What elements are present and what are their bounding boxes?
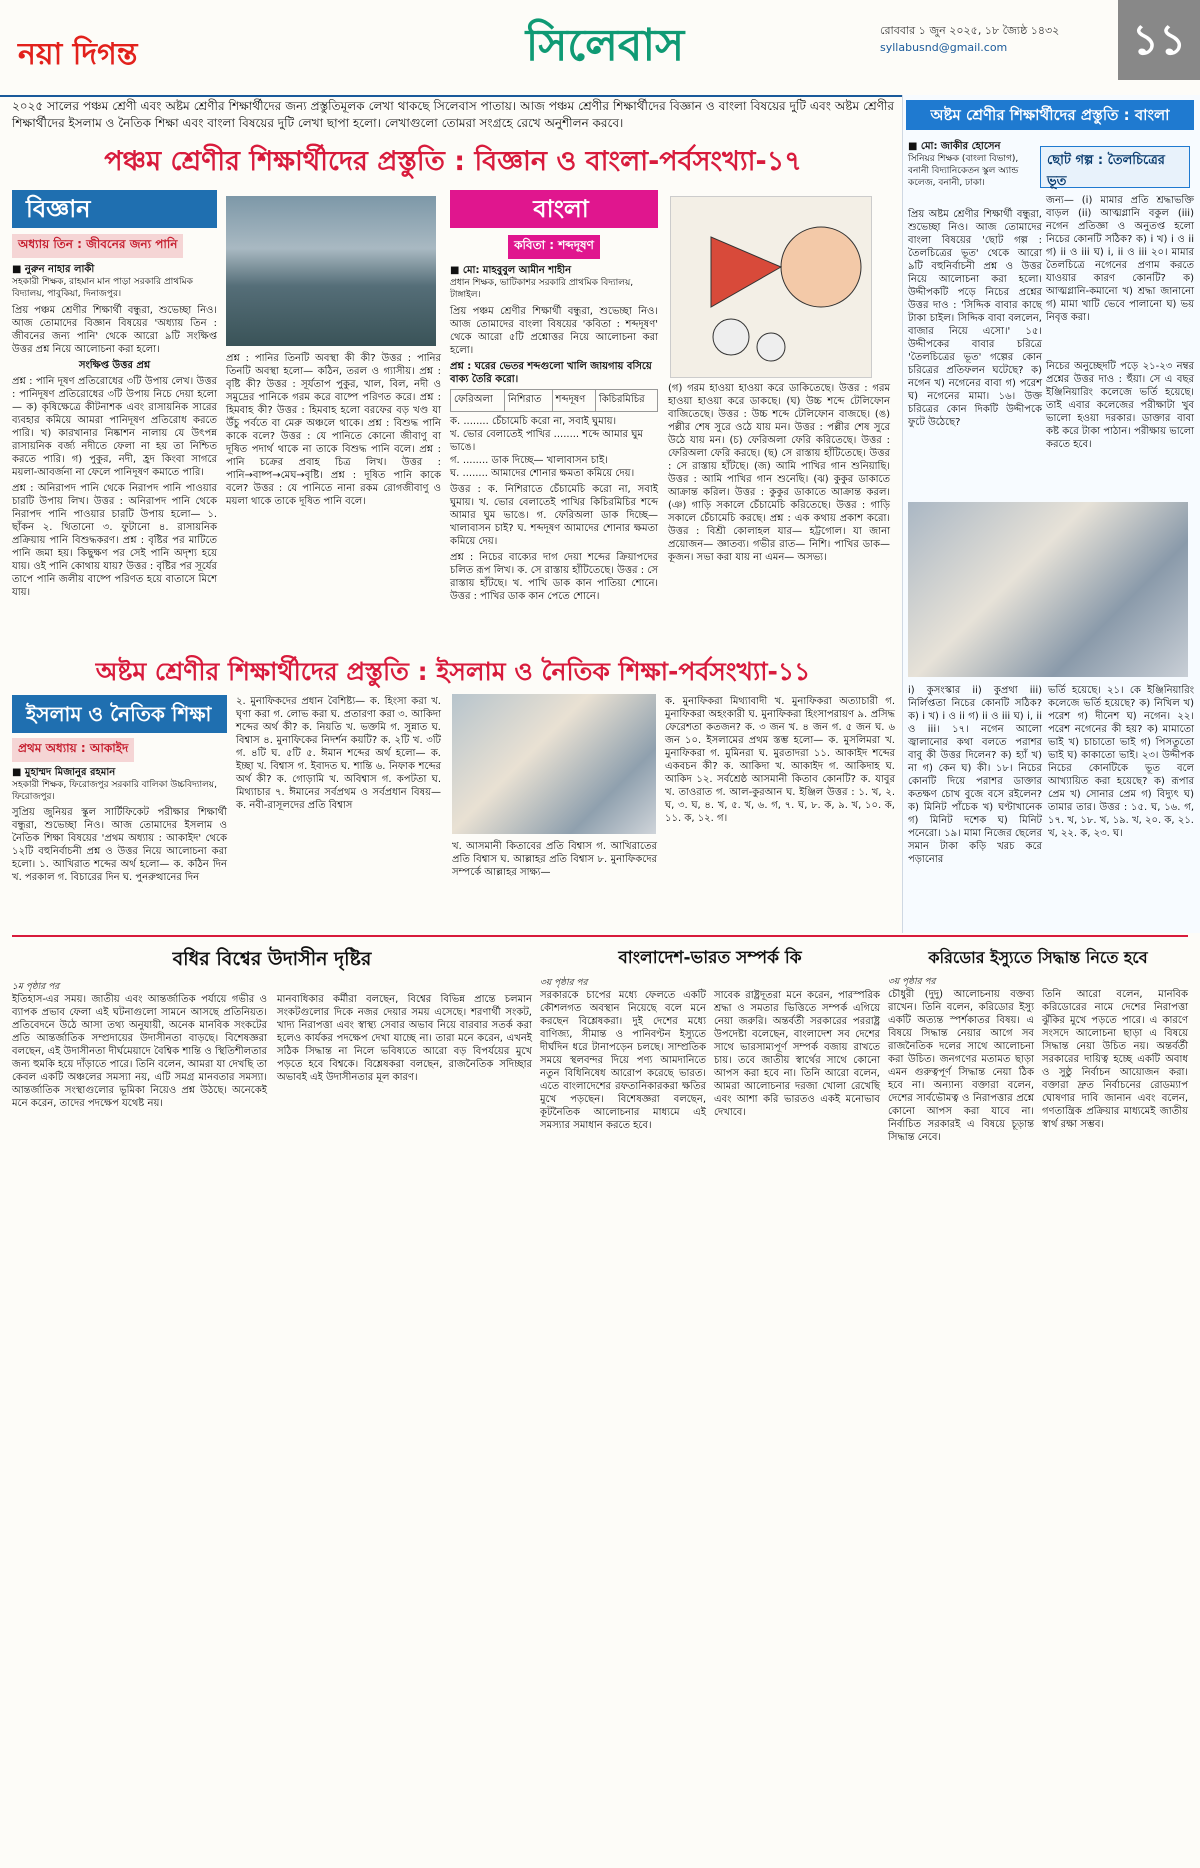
- students-photo: [452, 694, 656, 834]
- newspaper-logo[interactable]: নয়া দিগন্ত: [18, 37, 138, 72]
- islam-author-role: সহকারী শিক্ষক, ফিরোজপুর সরকারি বালিকা উচ্চবিদ্যালয়, ফিরোজপুর।: [12, 780, 217, 802]
- fill-line: ক. ........ চেঁচামেচি করো না, সবাই ঘুমায়।: [450, 416, 617, 427]
- banner-class8: অষ্টম শ্রেণীর শিক্ষার্থীদের প্রস্তুতি : ইসলাম ও নৈতিক শিক্ষা-পর্বসংখ্যা-১১: [95, 657, 811, 686]
- bangla5-answers: উত্তর : ক. নিশিরাতে চেঁচামেচি করো না, সবাই ঘুমায়। খ. ভোর বেলাতেই পাখির কিচিরমিচির শব্দে আমার ঘুম ভাঙে। গ. ফেরিঅলা ডাক দিচ্ছে— খালাবাসন চাই? ঘ. শব্দদূষণ আমাদের শোনার ক্ষমতা কমিয়ে দেয়।: [450, 484, 658, 547]
- bangla5-question-1: প্রশ্ন : ঘরের ভেতর শব্দগুলো খালি জায়গায় বসিয়ে বাক্য তৈরি করো।: [450, 361, 652, 385]
- sidebar-body-4: i) কুসংস্কার ii) কুপ্রথা iii) নির্লিপ্ততা নিচের কোনটি সঠিক? ক) i খ) i ও ii গ) ii ও iii ঘ) i, ii ও iii। ১৭। নগেন আলো জ্বালানোর কথা বলতে পরাশর বাবু কী উত্তর দিলেন? ক) হ্যাঁ খ) না গ) কেন ঘ) কী। ১৮। নিচের কোনটি দিয়ে পরাশর ডাক্তার কতক্ষণ চোখ বুজে বসে রইলেন? ক) মিনিট পাঁচেক খ) ঘণ্টাখানেক গ) মিনিট দশেক ঘ) মিনিট পনেরো। ১৯। মামা নিজের ছেলের সমান টাকা কড়ি খরচ করে পড়ানোর: [908, 685, 1042, 865]
- bangla5-col3: (গ) গরম হাওয়া হাওয়া করে ডাকিতেছে। উত্তর : গরম হাওয়া হাওয়া করে ডাকছে। (ঘ) উচ্চ শব্দে টেলিফোন বাজিতেছে। উত্তর : উচ্চ শব্দে টেলিফোন বাজছে। (ঙ) পল্লীর শেষ সুরে ওঠে যায় মন। উত্তর : পল্লীর শেষ সুরে উঠে যায় মন। (চ) ফেরিঅলা ফেরি করিতেছে। উত্তর : ফেরিঅলা ফেরি করছে। (ছ) সে রাস্তায় হাঁটিতেছে। উত্তর : সে রাস্তায় হাঁটছে। (জ) আমি পাখির গান শুনিয়াছি। উত্তর : আমি পাখির গান শুনেছি। (ঝ) কুকুর ডাকাতে আক্রান্ত করিল। উত্তর : কুকুর ডাকাতে আক্রান্ত করল। (ঞ) গাড়ি সকালে চেঁচামেচি করিতেছে। উত্তর : গাড়ি সকালে চেঁচামেচি করছে। প্রশ্ন : এক কথায় প্রকাশ করো। উত্তর : বিশ্রী কোলাহল যার— হট্টগোল। যা জানা প্রয়োজন— জ্ঞাতব্য। গভীর রাত— নিশি। পাখির ডাক— কূজন। সভা করা যায় না এমন— অসভ্য।: [668, 383, 890, 563]
- sidebar-tag: ছোট গল্প : তৈলচিত্রের ভূত: [1040, 146, 1190, 188]
- loudspeaker-icon: [671, 197, 871, 377]
- science-author-role: সহকারী শিক্ষক, রাহমান মান পাড়া সরকারি প্রাথমিক বিদ্যালয়, পাবুকিয়া, দিনাজপুর।: [12, 277, 193, 299]
- sidebar-author: ■ মো: জাকীর হোসেন: [908, 141, 1001, 152]
- sidebar-author-role: সিনিয়র শিক্ষক (বাংলা বিভাগ), বনানী বিদ্যানিকেতন স্কুল অ্যান্ড কলেজ, বনানী, ঢাকা।: [908, 154, 1019, 188]
- fill-line: ঘ. ........ আমাদের শোনার ক্ষমতা কমিয়ে দেয়।: [450, 468, 635, 479]
- news1-title[interactable]: বধির বিশ্বের উদাসীন দৃষ্টির: [172, 948, 372, 970]
- science-chapter: অধ্যায় তিন : জীবনের জন্য পানি: [12, 234, 183, 258]
- sidebar-body: প্রিয় অষ্টম শ্রেণীর শিক্ষার্থী বন্ধুরা, শুভেচ্ছা নিও। আজ তোমাদের বাংলা বিষয়ের 'ছোট গল্প : তৈলচিত্রের ভূত' থেকে আরো ৯টি বহুনির্বাচনী প্রশ্ন ও উত্তর নিয়ে আলোচনা করা হলো। উদ্দীপকটি পড়ে নিচের প্রশ্নের উত্তর দাও : 'সিদ্দিক বাবার কাছে টাকা চাইল। সিদ্দিক বাবা বললেন, বাজার নিয়ে এসো।' ১৫। উদ্দীপকের বাবার চরিত্রে 'তৈলচিত্রের ভূত' গল্পের কোন চরিত্রের প্রতিফলন ঘটেছে? ক) নগেন খ) নগেনের বাবা গ) পরেশ ঘ) নগেনের মামা। ১৬। উক্ত চরিত্রের কোন দিকটি উদ্দীপকে ফুটে উঠেছে?: [908, 209, 1042, 428]
- news2-body-2: সাবেক রাষ্ট্রদূতরা মনে করেন, পারস্পরিক শ্রদ্ধা ও সমতার ভিত্তিতে সম্পর্ক এগিয়ে নেয়া জরুরি। অন্তর্বর্তী সরকারের পররাষ্ট্র উপদেষ্টা বলেছেন, বাংলাদেশ সব দেশের সাথে ভারসাম্যপূর্ণ সম্পর্ক বজায় রাখতে চায়। তবে জাতীয় স্বার্থের সাথে কোনো আপস করা হবে না। তিনি আরো বলেন, আমরা আলোচনার দরজা খোলা রেখেছি এবং আশা করি ভারতও একই মনোভাব দেখাবে।: [714, 990, 880, 1118]
- classroom-photo: [908, 502, 1188, 677]
- email-link[interactable]: syllabusnd@gmail.com: [880, 41, 1008, 54]
- science-body-2: প্রশ্ন : পানি দূষণ প্রতিরোধের ৩টি উপায় লেখ। উত্তর : পানিদূষণ প্রতিরোধের ৩টি উপায় নিচে দেয়া হলো— ক) কৃষিক্ষেত্রে কীটনাশক এবং রাসায়নিক সারের ব্যবহার কমিয়ে আমরা পানিদূষণ প্রতিরোধ করতে পারি। খ) কারখানার নিষ্কাশন নালায় যে উৎপন্ন রাসায়নিক বর্জ্য নদীতে ফেলা না হয় তা নিশ্চিত করতে পারি। গ) পুকুর, নদী, হ্রদ কিংবা সাগরে ময়লা-আবর্জনা না ফেলে পানিদূষণ কমাতে পারি।: [12, 376, 217, 478]
- table-cell: কিচিরমিচির: [595, 390, 657, 412]
- news1-ref: ১ম পৃষ্ঠার পর: [12, 982, 60, 992]
- news3-body-2: তিনি আরো বলেন, মানবিক করিডোরের নামে দেশের নিরাপত্তা ঝুঁকির মুখে পড়তে পারে। এ কারণে সংসদে আলোচনা ছাড়া এ বিষয়ে সিদ্ধান্ত নেয়া উচিত নয়। অন্তর্বর্তী সরকারের দায়িত্ব হচ্ছে একটি অবাধ ও সুষ্ঠু নির্বাচন আয়োজন করা। বক্তারা দ্রুত নির্বাচনের রোডম্যাপ ঘোষণার দাবি জানান এবং বলেন, গণতান্ত্রিক প্রক্রিয়ার মাধ্যমেই জাতীয় স্বার্থ রক্ষা সম্ভব।: [1042, 989, 1188, 1130]
- bangla5-body-1: প্রিয় পঞ্চম শ্রেণীর শিক্ষার্থী বন্ধুরা, শুভেচ্ছা নিও। আজ তোমাদের বাংলা বিষয়ের 'কবিতা : শব্দদূষণ' থেকে আরো ৫টি প্রশ্নোত্তর নিয়ে আলোচনা করা হলো।: [450, 306, 658, 356]
- bangla5-section: [450, 190, 658, 603]
- islam-body-4: ক. মুনাফিকরা মিথ্যাবাদী খ. মুনাফিকরা অত্যাচারী গ. মুনাফিকরা অহংকারী ঘ. মুনাফিকরা হিংসাপরায়ণ ৯. প্রসিদ্ধ ফেরেশতা কতজন? ক. ৩ জন খ. ৪ জন গ. ৫ জন ঘ. ৬ জন ১০. ইসলামের প্রথম স্তম্ভ হলো— ক. মুসলিমরা খ. মুনাফিকরা গ. মুমিনরা ঘ. মুরতাদরা ১১. আকাইদ শব্দের একবচন কী? ক. আকিদা খ. আকাইদ গ. আকিদাহ ঘ. আকিদ ১২. সর্বশ্রেষ্ঠ আসমানী কিতাব কোনটি? ক. যাবুর খ. তাওরাত গ. আল-কুরআন ঘ. ইঞ্জিল উত্তর : ১. খ, ২. ঘ, ৩. ঘ, ৪. খ, ৫. খ, ৬. গ, ৭. ঘ, ৮. ক, ৯. খ, ১০. ক, ১১. ক, ১২. গ।: [665, 696, 895, 824]
- science-subhead: সংক্ষিপ্ত উত্তর প্রশ্ন: [78, 360, 151, 371]
- table-cell: শব্দদূষণ: [552, 390, 595, 412]
- islam-section: [12, 695, 227, 884]
- news-article-2: [540, 945, 880, 1132]
- bangla5-author: ■ মো: মাহবুবুল আমীন শাহীন: [450, 265, 572, 276]
- sidebar-body-5: ভর্তি হয়েছে। ২১। কে ইঞ্জিনিয়ারিং কলেজে ভর্তি হয়েছে? ক) নিখিল খ) পরেশ গ) দীনেশ ঘ) নগেন। ২২। পরেশ নগেনের কী হয়? ক) মামাতো ভাই খ) চাচাতো ভাই গ) পিসতুতো ভাই ঘ) কাকাতো ভাই। ২৩। উদ্দীপক নিচের কোনটিকে ভূত বলে আখ্যায়িত করা হয়েছে? ক) রূপার প্রেম খ) সোনার প্রেম গ) বিদ্যুৎ ঘ) তামার তার। উত্তর : ১৫. ঘ, ১৬. গ, ১৭. খ, ১৮. খ, ১৯. খ, ২০. ক, ২১. খ, ২২. ক, ২৩. ঘ।: [1048, 685, 1194, 839]
- bangla5-chapter: কবিতা : শব্দদূষণ: [508, 235, 600, 259]
- table-cell: নিশিরাত: [504, 390, 552, 412]
- science-label: বিজ্ঞান: [12, 190, 217, 228]
- date-line: রোববার ১ জুন ২০২৫, ১৮ জ্যৈষ্ঠ ১৪৩২ syllabusnd@gmail.com: [880, 24, 1060, 54]
- islam-body-3: খ. আসমানী কিতাবের প্রতি বিশ্বাস গ. আখিরাতের প্রতি বিশ্বাস ঘ. আল্লাহর প্রতি বিশ্বাস ৮. মুনাফিকদের সম্পর্কে আল্লাহর সাক্ষ্য—: [452, 841, 657, 878]
- islam-body-1: সুপ্রিয় জুনিয়র স্কুল সার্টিফিকেট পরীক্ষার শিক্ষার্থী বন্ধুরা, শুভেচ্ছা নিও। আজ তোমাদের ইসলাম ও নৈতিক শিক্ষা বিষয়ের 'প্রথম অধ্যায় : আকাইদ' থেকে ১২টি বহুনির্বাচনী প্রশ্ন ও উত্তর নিয়ে আলোচনা করা হলো। ১. আখিরাত শব্দের অর্থ হলো— ক. কঠিন দিন খ. পরকাল গ. বিচারের দিন ঘ. পুনরুত্থানের দিন: [12, 807, 227, 883]
- sidebar-head: অষ্টম শ্রেণীর শিক্ষার্থীদের প্রস্তুতি : বাংলা: [906, 100, 1194, 130]
- word-table: [450, 389, 658, 412]
- table-cell: ফেরিঅলা: [451, 390, 505, 412]
- news1-body-1: ইতিহাস-এর সময়। জাতীয় এবং আন্তর্জাতিক পর্যায়ে গভীর ও ব্যাপক প্রভাব ফেলা এই ঘটনাগুলো সামনে আসছে প্রতিনিয়ত। প্রতিবেদনে উঠে আসা তথ্য অনুযায়ী, অনেক মানবিক সংকটের প্রতি আন্তর্জাতিক সম্প্রদায়ের উদাসীনতা বাড়ছে। বিশেষজ্ঞরা বলছেন, এই উদাসীনতা দীর্ঘমেয়াদে বৈশ্বিক শান্তি ও স্থিতিশীলতার জন্য হুমকি হয়ে দাঁড়াতে পারে। তিনি বলেন, আমরা যা দেখছি তা কেবল একটি অঞ্চলের সমস্যা নয়, এটি সমগ্র মানবতার সমস্যা। আন্তর্জাতিক সংস্থাগুলোর ভূমিকা নিয়েও প্রশ্ন উঠছে। অনেকেই মনে করেন, তাদের পদক্ষেপ যথেষ্ট নয়।: [12, 994, 267, 1109]
- bangla5-label: বাংলা: [450, 190, 658, 228]
- news3-body-1: চৌধুরী (দুদু) আলোচনায় বক্তব্য রাখেন। তিনি বলেন, করিডোর ইস্যু একটি অত্যন্ত স্পর্শকাতর বিষয়। এ বিষয়ে সিদ্ধান্ত নেয়ার আগে সব রাজনৈতিক দলের সাথে আলোচনা করা উচিত। জনগণের মতামত ছাড়া এমন গুরুত্বপূর্ণ সিদ্ধান্ত নেয়া ঠিক হবে না। অন্যান্য বক্তারা বলেন, দেশের সার্বভৌমত্ব ও নিরাপত্তার প্রশ্নে কোনো আপস করা যাবে না। নির্বাচিত সরকারই এ বিষয়ে চূড়ান্ত সিদ্ধান্ত নেবে।: [888, 989, 1034, 1143]
- fill-line: গ. ........ ডাক দিচ্ছে— খালাবাসন চাই।: [450, 455, 608, 466]
- sidebar-author-block: [908, 140, 1036, 189]
- page-number: ১১: [1118, 0, 1200, 80]
- islam-chapter: প্রথম অধ্যায় : আকাইদ: [12, 738, 134, 762]
- news1-body-2: মানবাধিকার কর্মীরা বলছেন, বিশ্বের বিভিন্ন প্রান্তে চলমান সংকটগুলোর দিকে নজর দেয়ার সময় এসেছে। শরণার্থী সংকট, খাদ্য নিরাপত্তা এবং স্বাস্থ্য সেবার অভাব নিয়ে বারবার সতর্ক করা হলেও কার্যকর পদক্ষেপ দেখা যাচ্ছে না। তারা মনে করেন, এখনই সঠিক সিদ্ধান্ত না নিলে ভবিষ্যতে আরো বড় বিপর্যয়ের মুখে পড়তে হবে বিশ্বকে। বিশ্লেষকরা বলছেন, রাজনৈতিক সদিচ্ছার অভাবই এই উদাসীনতার মূল কারণ।: [277, 994, 532, 1083]
- sea-photo: [226, 196, 436, 346]
- cartoon-illustration: [670, 196, 872, 378]
- islam-body-2: ২. মুনাফিকদের প্রধান বৈশিষ্ট্য— ক. হিংসা করা খ. ঘৃণা করা গ. লোভ করা ঘ. প্রতারণা করা ৩. আকিদা শব্দের অর্থ কী? ক. নিয়তি খ. ভক্তমি গ. সুন্নাত ঘ. বিশ্বাস ৪. মুনাফিকের নিদর্শন কয়টি? ক. ২টি খ. ৩টি গ. ৪টি ঘ. ৫টি ৫. ঈমান শব্দের অর্থ হলো— ক. ইচ্ছা খ. বিশ্বাস গ. ইবাদত ঘ. শান্তি ৬. নিফাক শব্দের অর্থ কী? ক. গোড়ামি খ. অবিশ্বাস গ. কপটতা ঘ. মিথ্যাচার ৭. ঈমানের সর্বপ্রথম ও সর্বপ্রধান বিষয়— ক. নবী-রাসূলদের প্রতি বিশ্বাস: [236, 696, 441, 811]
- news2-title[interactable]: বাংলাদেশ-ভারত সম্পর্ক কি: [618, 948, 802, 968]
- islam-author: ■ মুহাম্মদ মিজানুর রহমান: [12, 767, 116, 778]
- islam-label: ইসলাম ও নৈতিক শিক্ষা: [12, 695, 227, 733]
- news-article-1: [12, 945, 532, 1110]
- science-section: [12, 190, 217, 599]
- science-body-1: প্রিয় পঞ্চম শ্রেণীর শিক্ষার্থী বন্ধুরা, শুভেচ্ছা নিও। আজ তোমাদের বিজ্ঞান বিষয়ের 'অধ্যায় তিন : জীবনের জন্য পানি' থেকে আরো ৯টি সংক্ষিপ্ত উত্তর প্রশ্ন নিয়ে আলোচনা করা হলো।: [12, 305, 217, 355]
- news3-title[interactable]: করিডোর ইস্যুতে সিদ্ধান্ত নিতে হবে: [928, 948, 1148, 967]
- section-title: সিলেবাস: [525, 20, 685, 71]
- bangla5-author-role: প্রধান শিক্ষক, ভাটিকাশর সরকারি প্রাথমিক বিদ্যালয়, টাঙ্গাইল।: [450, 278, 634, 300]
- news-article-3: [888, 945, 1188, 1144]
- sidebar-body-2: জন্য— (i) মামার প্রতি শ্রদ্ধাভক্তি বাড়ল (ii) আত্মগ্লানি বকুল (iii) নগেন প্রতিজ্ঞা ও অনুতপ্ত হলো নিচের কোনটি সঠিক? ক) i খ) i ও ii গ) ii ও iii ঘ) i, ii ও iii ২০। মামার তৈলচিত্রে নগেনের প্রণাম করতে যাওয়ার কারণ কোনটি? ক) আত্মগ্লানি-কমানো খ) শ্রদ্ধা জানানো গ) মামা খাটি ভেবে পালানো ঘ) ভয় নিবৃত্ত করা।: [1046, 195, 1194, 323]
- section-divider: [12, 935, 1188, 937]
- news2-ref: ৩য় পৃষ্ঠার পর: [540, 978, 588, 988]
- banner-class5: পঞ্চম শ্রেণীর শিক্ষার্থীদের প্রস্তুতি : বিজ্ঞান ও বাংলা-পর্বসংখ্যা-১৭: [104, 146, 802, 177]
- news2-body-1: সরকারকে চাপের মধ্যে ফেলতে একটি কৌশলগত অবস্থান নিয়েছে বলে মনে করছেন বিশ্লেষকরা। দুই দেশের মধ্যে বাণিজ্য, সীমান্ত ও পানিবণ্টন ইস্যুতে দীর্ঘদিন ধরে টানাপড়েন চলছে। সাম্প্রতিক সময়ে স্থলবন্দর দিয়ে পণ্য আমদানিতে নতুন বিধিনিষেধ আরোপ করেছে ভারত। এতে বাংলাদেশের রফতানিকারকরা ক্ষতির মুখে পড়ছেন। বিশেষজ্ঞরা বলছেন, কূটনৈতিক আলোচনার মাধ্যমে এই সমস্যার সমাধান করতে হবে।: [540, 990, 706, 1131]
- science-body-3: প্রশ্ন : অনিরাপদ পানি থেকে নিরাপদ পানি পাওয়ার চারটি উপায় লিখ। উত্তর : অনিরাপদ পানি থেকে নিরাপদ পানি পাওয়ার চারটি উপায় হলো— ১. ছাঁকন ২. থিতানো ৩. ফুটানো ৪. রাসায়নিক প্রক্রিয়ায় পানি বিশুদ্ধকরণ। প্রশ্ন : বৃষ্টির পর মাটিতে পানি জমা হয়। কিছুক্ষণ পর সেই পানি অদৃশ্য হয়ে যায়। ওই পানি কোথায় যায়? উত্তর : বৃষ্টির পর সূর্যের তাপে পানি জলীয় বাষ্পে পরিণত হয়ে বাতাসে মিশে যায়।: [12, 483, 217, 598]
- intro-text: ২০২৫ সালের পঞ্চম শ্রেণী এবং অষ্টম শ্রেণীর শিক্ষার্থীদের জন্য প্রস্তুতিমূলক লেখা থাকছে সিলেবাস পাতায়। আজ পঞ্চম শ্রেণীর শিক্ষার্থীদের বিজ্ঞান ও বাংলা বিষয়ের দুটি এবং অষ্টম শ্রেণীর শিক্ষার্থীদের ইসলাম ও নৈতিক শিক্ষা এবং বাংলা বিষয়ের দুটি লেখা ছাপা হলো। লেখাগুলো তোমরা সংগ্রহে রেখে অনুশীলন করবে।: [12, 99, 894, 130]
- science-body-4: প্রশ্ন : পানির তিনটি অবস্থা কী কী? উত্তর : পানির তিনটি অবস্থা হলো— কঠিন, তরল ও গ্যাসীয়। প্রশ্ন : বৃষ্টি কী? উত্তর : সূর্যতাপ পুকুর, খাল, বিল, নদী ও সমুদ্রের পানিকে গরম করে বাষ্পে পরিণত করে। প্রশ্ন : হিমবাহ কী? উত্তর : হিমবাহ হলো বরফের বড় খণ্ড যা উঁচু পর্বতে বা মেরু অঞ্চলে থাকে। প্রশ্ন : বিশুদ্ধ পানি কাকে বলে? উত্তর : যে পানিতে কোনো জীবাণু বা দূষিত পদার্থ থাকে না তাকে বিশুদ্ধ পানি বলে। প্রশ্ন : পানি চক্রের প্রবাহ চিত্র লিখ। উত্তর : পানি→বাষ্প→মেঘ→বৃষ্টি। প্রশ্ন : দূষিত পানি কাকে বলে? উত্তর : যে পানিতে নানা রকম রোগজীবাণু ও ময়লা থাকে তাকে দূষিত পানি বলে।: [226, 353, 441, 507]
- fill-lines: [450, 415, 658, 480]
- news3-ref: ৩য় পৃষ্ঠার পর: [888, 977, 936, 987]
- fill-line: খ. ভোর বেলাতেই পাখির ........ শব্দে আমার ঘুম ভাঙে।: [450, 429, 643, 453]
- sidebar-body-3: নিচের অনুচ্ছেদটি পড়ে ২১-২৩ নম্বর প্রশ্নের উত্তর দাও : হুঁয়া। সে এ বছর ইঞ্জিনিয়ারিং কলেজে ভর্তি হয়েছে। তাই এবার কলেজের পরীক্ষাটা খুব ভালো হওয়া দরকার। ডাক্তার বাবা কষ্ট করে টাকা পাঠান। পরীক্ষায় ভালো করতে হবে।: [1046, 361, 1194, 450]
- bangla5-question-2: প্রশ্ন : নিচের বাক্যের দাগ দেয়া শব্দের ক্রিয়াপদের চলিত রূপ লিখ। ক. সে রাস্তায় হাঁটিতেছে। উত্তর : সে রাস্তায় হাঁটছে। খ. পাখি ডাক কান পাতিয়া শোনে। উত্তর : পাখির ডাক কান পেতে শোনে।: [450, 552, 658, 602]
- science-author: ■ নুরুন নাহার লাকী: [12, 264, 95, 275]
